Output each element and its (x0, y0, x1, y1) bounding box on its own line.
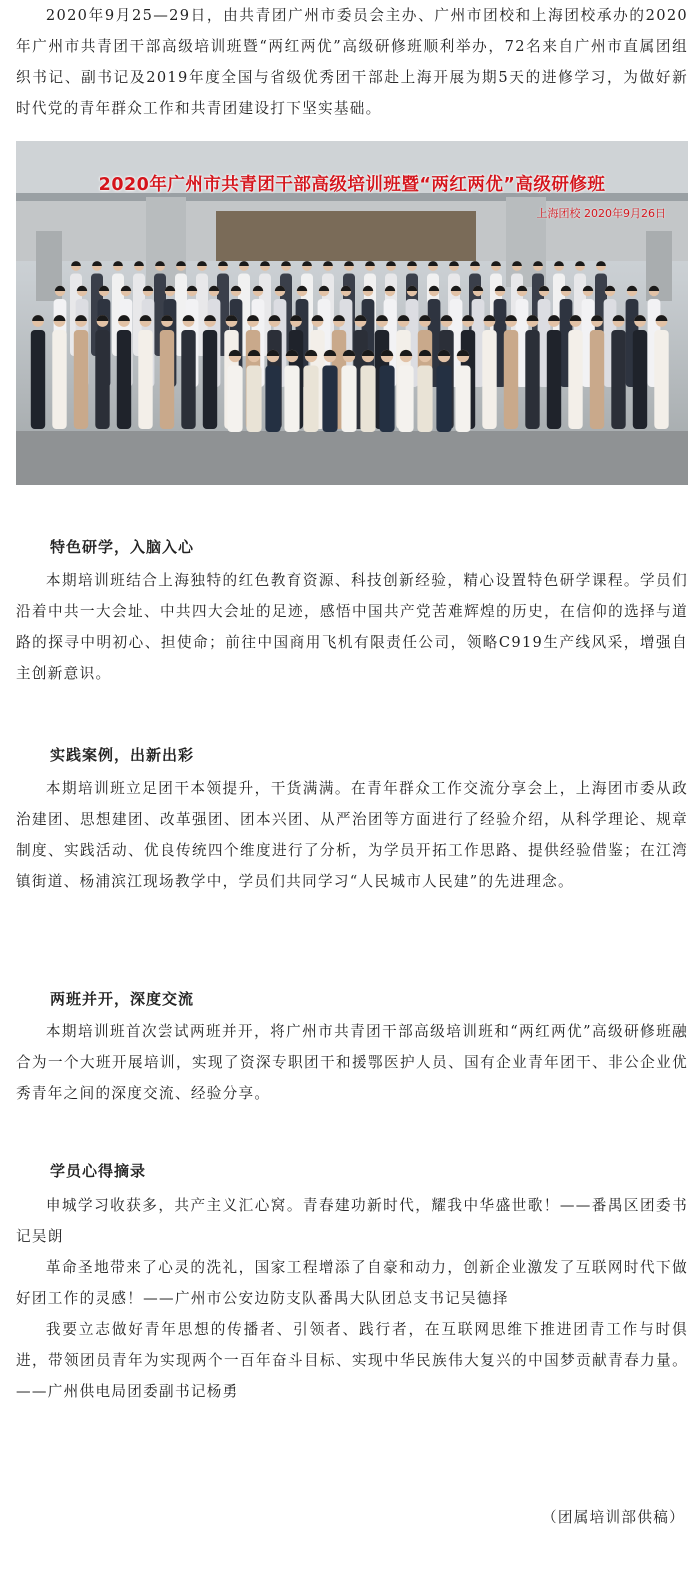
photo-caption: 上海团校 2020年9月26日 (536, 207, 666, 220)
section-1-paragraph-1: 本期培训班结合上海独特的红色教育资源、科技创新经验，精心设置特色研学课程。学员们沿着中共一大会址、中共四大会址的足迹，感悟中国共产党苦难辉煌的历史，在信仰的选择与道路的探寻中明初心、担使命；前往中国商用飞机有限责任公司，领略C919生产线风采，增强自主创新意识。 (16, 572, 688, 682)
quote-2: 革命圣地带来了心灵的洗礼，国家工程增添了自豪和动力，创新企业激发了互联网时代下做好团工作的灵感！——广州市公安边防支队番禺大队团总支书记吴德择 (16, 1259, 688, 1307)
section-heading-3: 两班并开，深度交流 (50, 990, 195, 1008)
quote-1: 申城学习收获多，共产主义汇心窝。青春建功新时代，耀我中华盛世歌！——番禺区团委书记吴朗 (16, 1197, 688, 1245)
intro-paragraph: 2020年9月25—29日，由共青团广州市委员会主办、广州市团校和上海团校承办的2020年广州市共青团干部高级培训班暨“两红两优”高级研修班顺利举办，72名来自广州市直属团组织书记、副书记及2019年度全国与省级优秀团干部赴上海开展为期5天的进修学习，为做好新时代党的青年群众工作和共青团建设打下坚实基础。 (16, 7, 688, 117)
section-heading-1: 特色研学，入脑入心 (50, 538, 195, 556)
section-heading-2: 实践案例，出新出彩 (50, 746, 195, 764)
section-heading-4: 学员心得摘录 (50, 1162, 147, 1180)
source-credit: （团属培训部供稿） (541, 1509, 685, 1526)
group-photo (16, 141, 688, 485)
quote-3: 我要立志做好青年思想的传播者、引领者、践行者，在互联网思维下推进团青工作与时俱进，带领团员青年为实现两个一百年奋斗目标、实现中华民族伟大复兴的中国梦贡献青春力量。——广州供电局团委副书记杨勇 (16, 1321, 688, 1400)
photo-banner-text: 2020年广州市共青团干部高级培训班暨“两红两优”高级研修班 (98, 175, 606, 195)
section-2-paragraph-1: 本期培训班立足团干本领提升，干货满满。在青年群众工作交流分享会上，上海团市委从政治建团、思想建团、改革强团、团本兴团、从严治团等方面进行了经验介绍，从科学理论、规章制度、实践活动、优良传统四个维度进行了分析，为学员开拓工作思路、提供经验借鉴；在江湾镇街道、杨浦滨江现场教学中，学员们共同学习“人民城市人民建”的先进理念。 (16, 780, 688, 890)
section-3-paragraph-1: 本期培训班首次尝试两班并开，将广州市共青团干部高级培训班和“两红两优”高级研修班融合为一个大班开展培训，实现了资深专职团干和援鄂医护人员、国有企业青年团干、非公企业优秀青年之间的深度交流、经验分享。 (16, 1023, 688, 1102)
